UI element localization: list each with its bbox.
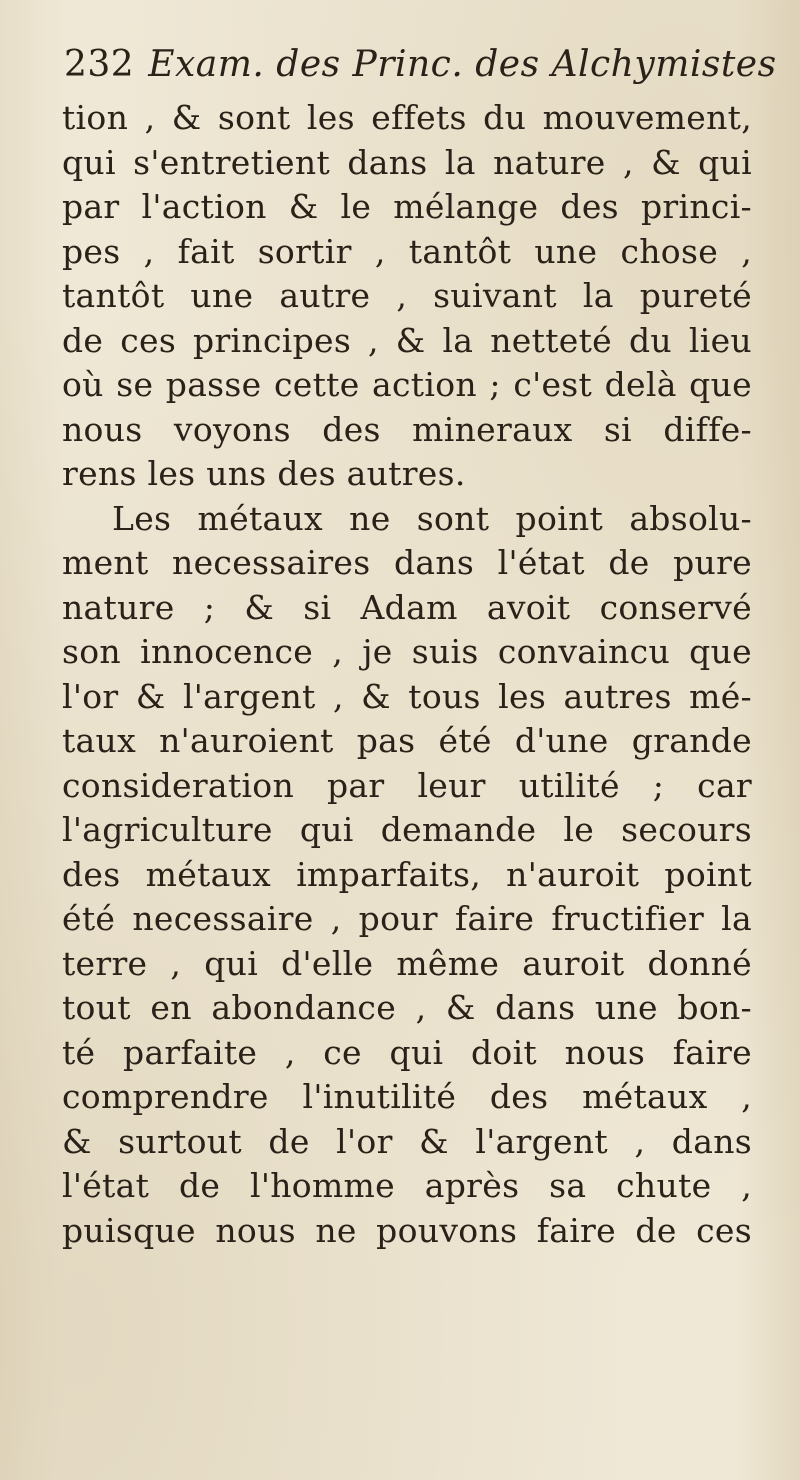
text-line: & surtout de l'or & l'argent , dans bbox=[62, 1121, 752, 1161]
text-line: consideration par leur utilité ; car bbox=[62, 765, 752, 805]
page-number: 232 bbox=[64, 44, 135, 85]
text-line: l'état de l'homme après sa chute , bbox=[62, 1166, 752, 1205]
text-line: terre , qui d'elle même auroit donné bbox=[62, 943, 752, 983]
text-line-paragraph-start: Les métaux ne sont point absolu- bbox=[112, 498, 752, 538]
text-line: qui s'entretient dans la nature , & qui bbox=[62, 142, 752, 182]
text-line: des métaux imparfaits, n'auroit point bbox=[62, 854, 752, 894]
running-title: Exam. des Princ. des Alchymistes bbox=[148, 44, 777, 85]
text-line: taux n'auroient pas été d'une grande bbox=[62, 721, 752, 760]
text-line: nous voyons des mineraux si diffe- bbox=[62, 409, 752, 449]
text-line: pes , fait sortir , tantôt une chose , bbox=[62, 231, 752, 271]
body-text bbox=[62, 96, 752, 1253]
text-line: l'or & l'argent , & tous les autres mé- bbox=[62, 676, 752, 716]
text-line: té parfaite , ce qui doit nous faire bbox=[62, 1032, 752, 1072]
text-line: tantôt une autre , suivant la pureté bbox=[62, 276, 752, 315]
text-line: de ces principes , & la netteté du lieu bbox=[62, 320, 752, 360]
text-line-paragraph-end: rens les uns des autres. bbox=[62, 454, 466, 493]
text-line: où se passe cette action ; c'est delà que bbox=[62, 365, 752, 404]
text-line: puisque nous ne pouvons faire de ces bbox=[62, 1210, 752, 1250]
text-line: nature ; & si Adam avoit conservé bbox=[62, 587, 752, 627]
text-line: comprendre l'inutilité des métaux , bbox=[62, 1077, 752, 1116]
text-line: tion , & sont les effets du mouvement, bbox=[62, 98, 752, 137]
text-line: été necessaire , pour faire fructifier la bbox=[62, 899, 752, 938]
text-line: l'agriculture qui demande le secours bbox=[62, 810, 752, 849]
text-line: ment necessaires dans l'état de pure bbox=[62, 543, 752, 582]
text-line: par l'action & le mélange des princi- bbox=[62, 187, 752, 226]
running-head bbox=[64, 40, 777, 90]
text-line: tout en abondance , & dans une bon- bbox=[62, 988, 752, 1027]
text-line: son innocence , je suis convaincu que bbox=[62, 632, 752, 671]
